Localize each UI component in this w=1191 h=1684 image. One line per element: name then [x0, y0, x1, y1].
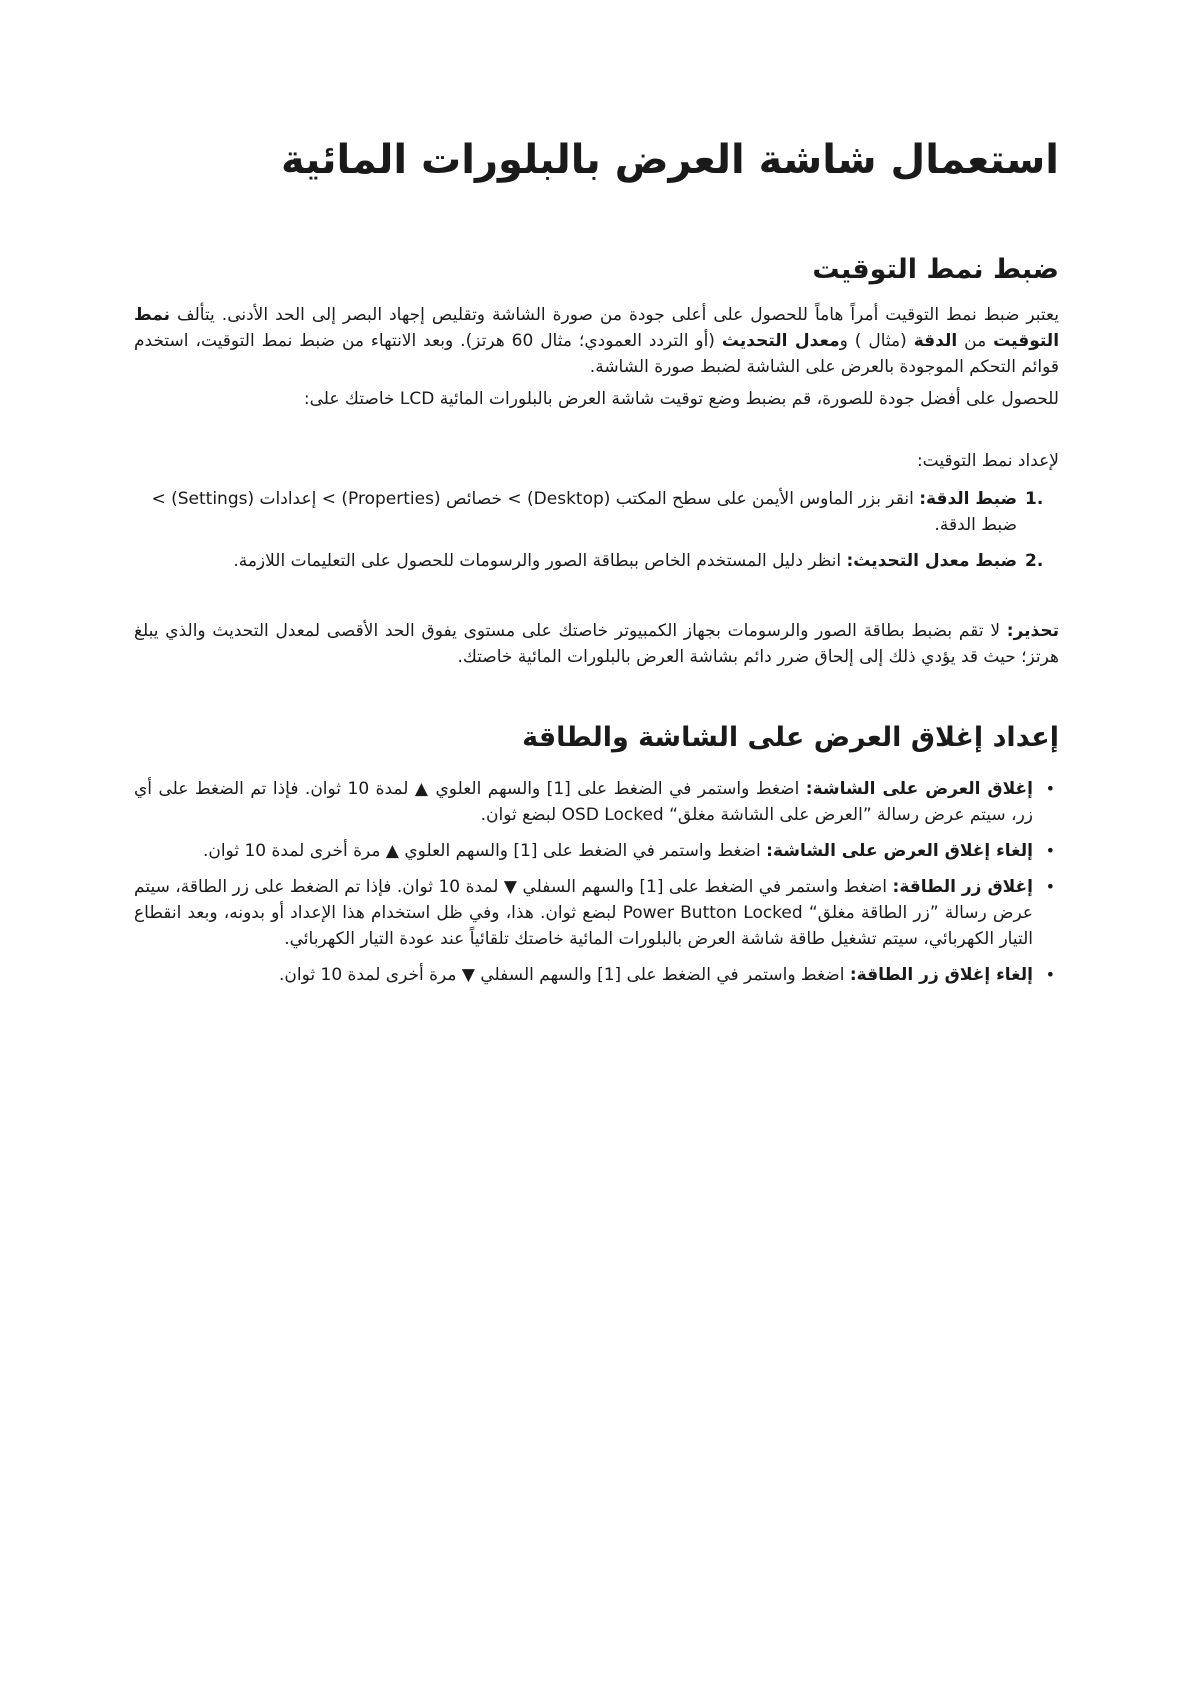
page-title: استعمال شاشة العرض بالبلورات المائية [280, 137, 1059, 183]
bullet-text: اضغط واستمر في الضغط على [1] والسهم العلوي ▲ لمدة 10 ثوان. فإذا تم الضغط على أي زر، سيتم عرض رسالة ”العرض على الشاشة مغلق“ OSD Locked لبضع ثوان. [134, 779, 1033, 825]
intro-bold-refresh-rate: معدل التحديث [721, 331, 840, 351]
intro-bold-timing-mode: نمط التوقيت [134, 305, 1060, 351]
list-item [134, 486, 1059, 538]
bullet-icon: • [1045, 779, 1055, 798]
list-item [134, 548, 1059, 574]
bullet-title: إغلاق زر الطاقة: [892, 877, 1034, 897]
list-item [134, 838, 1059, 864]
step-number: 1. [1025, 489, 1044, 509]
timing-intro-paragraph [134, 302, 1059, 380]
step-number: 2. [1025, 551, 1044, 571]
bullet-title: إلغاء إغلاق العرض على الشاشة: [766, 841, 1033, 861]
step-text: انقر بزر الماوس الأيمن على سطح المكتب (Desktop) > خصائص (Properties) > إعدادات (Settings) > ضبط الدقة. [151, 489, 1017, 535]
warning-label: تحذير: [1006, 621, 1059, 641]
page-content [134, 130, 1059, 998]
bullet-title: إغلاق العرض على الشاشة: [805, 779, 1033, 799]
setup-label: لإعداد نمط التوقيت: [916, 451, 1059, 471]
timing-section-heading: ضبط نمط التوقيت [812, 254, 1059, 285]
quality-note: للحصول على أفضل جودة للصورة، قم بضبط وضع توقيت شاشة العرض بالبلورات المائية LCD خاصتك على: [303, 389, 1059, 409]
intro-line2-mid2: (مثال ) و [839, 331, 914, 351]
bullet-title: إلغاء إغلاق زر الطاقة: [849, 965, 1033, 985]
warning-text: لا تقم بضبط بطاقة الصور والرسومات بجهاز الكمبيوتر خاصتك على مستوى يفوق الحد الأقصى لمعدل التحديث والذي يبلغ هرتز؛ حيث قد يؤدي ذلك إلى إلحاق ضرر دائم بشاشة العرض بالبلورات المائية خاصتك. [134, 621, 1059, 667]
bullet-text: اضغط واستمر في الضغط على [1] والسهم السفلي ▼ لمدة 10 ثوان. فإذا تم الضغط على زر الطاقة، سيتم عرض رسالة ”زر الطاقة مغلق“ Power Button Locked لبضع ثوان. هذا، وفي ظل استخدام هذا الإعداد أو بدونه، وبعد انقطاع التيار الكهربائي، سيتم تشغيل طاقة شاشة العرض بالبلورات المائية خاصتك تلقائياً عند عودة التيار الكهربائي. [134, 877, 1034, 949]
bullet-text: اضغط واستمر في الضغط على [1] والسهم العلوي ▲ مرة أخرى لمدة 10 ثوان. [202, 841, 767, 861]
intro-line2-pre: يتألف [169, 305, 215, 325]
warning-paragraph [134, 618, 1059, 670]
bullet-icon: • [1045, 965, 1055, 984]
intro-line2-mid: من [957, 331, 994, 351]
bullet-icon: • [1045, 877, 1055, 896]
intro-bold-resolution: الدقة [913, 331, 958, 351]
intro-line1: يعتبر ضبط نمط التوقيت أمراً هاماً للحصول على أعلى جودة من صورة الشاشة وتقليص إجهاد البصر إلى الحد الأدنى. [221, 305, 1059, 325]
lock-bullets-list [134, 776, 1059, 988]
step-title: ضبط معدل التحديث: [846, 551, 1017, 571]
timing-steps-list [134, 486, 1059, 574]
bullet-text: اضغط واستمر في الضغط على [1] والسهم السفلي ▼ مرة أخرى لمدة 10 ثوان. [278, 965, 850, 985]
step-text: انظر دليل المستخدم الخاص ببطاقة الصور والرسومات للحصول على التعليمات اللازمة. [233, 551, 847, 571]
bullet-icon: • [1045, 841, 1055, 860]
list-item [134, 962, 1059, 988]
intro-line2-post: (أو التردد العمودي؛ مثال 60 هرتز). وبعد الانتهاء من ضبط نمط التوقيت، استخدم قوائم التحكم الموجودة بالعرض على الشاشة لضبط صورة الشاشة. [134, 331, 1059, 377]
list-item [134, 874, 1059, 952]
step-title: ضبط الدقة: [919, 489, 1017, 509]
list-item [134, 776, 1059, 828]
lock-section-heading: إعداد إغلاق العرض على الشاشة والطاقة [522, 722, 1059, 753]
